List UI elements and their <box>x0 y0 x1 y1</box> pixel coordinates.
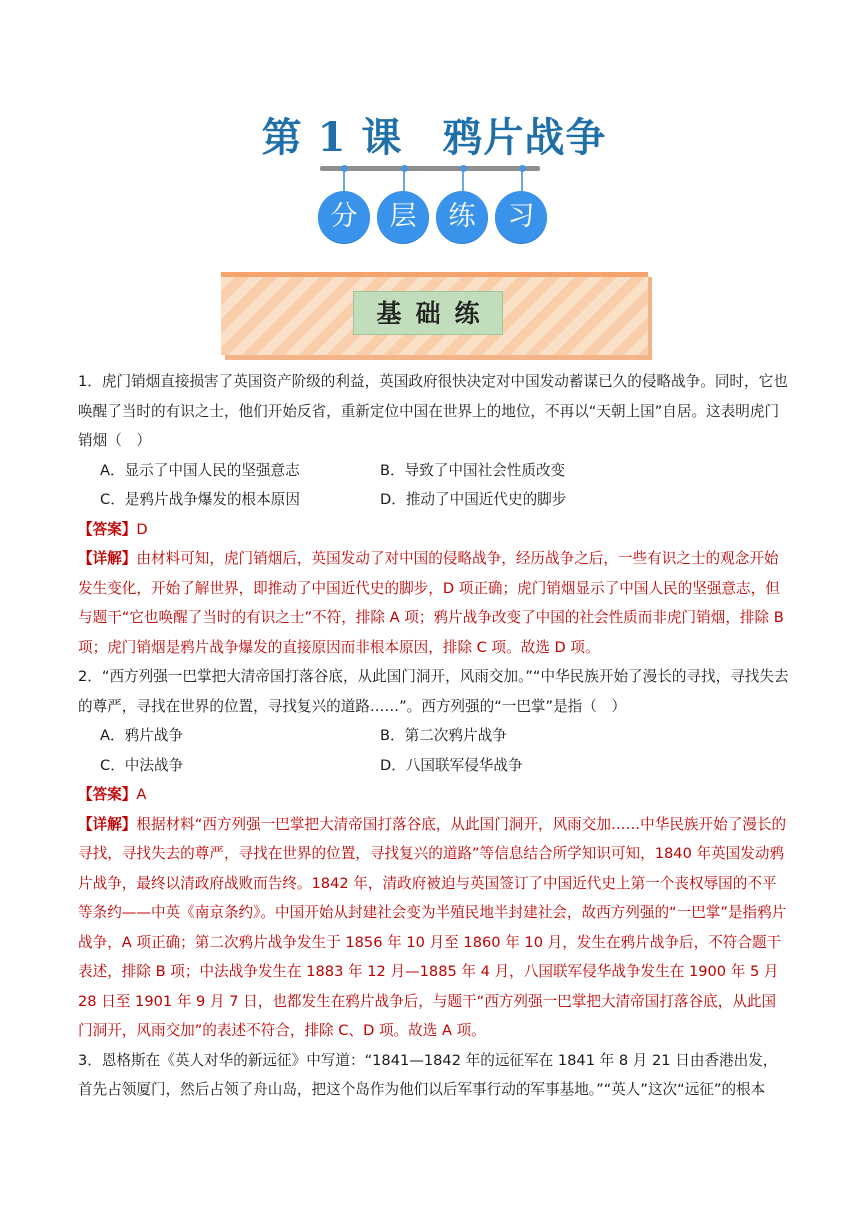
answer-line <box>78 780 790 810</box>
option: B．导致了中国社会性质改变 <box>380 461 566 479</box>
option: A．显示了中国人民的坚强意志 <box>100 461 300 479</box>
lesson-title: 鸦片战争 <box>442 114 607 161</box>
badge-circle: 层 <box>377 191 429 243</box>
badge-dot <box>341 165 348 172</box>
badge-dot <box>460 165 467 172</box>
detail-paragraph <box>78 544 790 662</box>
answer-value: A <box>136 786 147 803</box>
detail-paragraph <box>78 810 790 1046</box>
page-title <box>0 106 868 163</box>
option-list <box>78 456 790 515</box>
detail-text: 由材料可知，虎门销烟后，英国发动了对中国的侵略战争，经历战争之后，一些有识之士的观念开始发生变化，开始了解世界，即推动了中国近代史的脚步，D 项正确；虎门销烟显示了中国人民的坚强意志，但与题干“它也唤醒了当时的有识之士”不符，排除 A 项；鸦片战争改变了中国的社会性质而非虎门销烟，排除 B 项；虎门销烟是鸦片战争爆发的直接原因而非根本原因，排除 C 项。故选 D 项。 <box>78 550 784 656</box>
answer-label: 【答案】 <box>78 786 137 803</box>
option: B．第二次鸦片战争 <box>380 727 507 744</box>
answer-line <box>78 515 790 545</box>
option: D．推动了中国近代史的脚步 <box>380 491 567 508</box>
badge-dot <box>401 165 408 172</box>
badge-circle: 习 <box>495 191 547 243</box>
badge-rail <box>320 166 540 171</box>
detail-text: 根据材料“西方列强一巴掌把大清帝国打落谷底，从此国门洞开，风雨交加……中华民族开始了漫长的寻找，寻找失去的尊严，寻找在世界的位置，寻找复兴的道路”等信息结合所学知识可知，1840 年英国发动鸦片战争，最终以清政府战败而告终。1842 年，清政府被迫与英国签订了中国近代史上第一个丧权辱国的不平等条约——中英《南京条约》。中国开始从封建社会变为半殖民地半封建社会，故西方列强的“一巴掌”是指鸦片战争，A 项正确；第二次鸦片战争发生于 1856 年 10 月至 1860 年 10 月，发生在鸦片战争后，不符合题干表述，排除 B 项；中法战争发生在 1883 年 12 月—1885 年 4 月，八国联军侵华战争发生在 1900 年 5 月 28 日至 1901 年 9 月 7 日，也都发生在鸦片战争后，与题干“西方列强一巴掌把大清帝国打落谷底，从此国门洞开，风雨交加”的表述不符合，排除 C、D 项。故选 A 项。 <box>78 815 787 1039</box>
option: A．鸦片战争 <box>100 727 183 744</box>
detail-label: 【详解】 <box>78 550 137 567</box>
question-list <box>78 367 790 1105</box>
question-stem: 3．恩格斯在《英人对华的新远征》中写道：“1841—1842 年的远征军在 1841 年 8 月 21 日由香港出发，首先占领厦门，然后占领了舟山岛，把这个岛作为他们以后军事行动的军事基地。”“英人”这次“远征”的根本 <box>78 1051 778 1098</box>
section-banner <box>221 272 648 355</box>
answer-label: 【答案】 <box>78 520 137 538</box>
badge-dot <box>519 165 526 172</box>
option: D．八国联军侵华战争 <box>380 756 523 774</box>
answer-value: D <box>136 520 148 538</box>
lesson-number: 第 1 课 <box>261 114 403 161</box>
option: C．是鸦片战争爆发的根本原因 <box>100 491 300 508</box>
badge-circle: 分 <box>318 191 370 243</box>
question-stem: 2．“西方列强一巴掌把大清帝国打落谷底，从此国门洞开，风雨交加。”“中华民族开始了漫长的寻找，寻找失去的尊严，寻找在世界的位置，寻找复兴的道路……”。西方列强的“一巴掌”是指（ ） <box>78 668 789 715</box>
question-stem: 1．虎门销烟直接损害了英国资产阶级的利益，英国政府很快决定对中国发动蓄谋已久的侵略战争。同时，它也唤醒了当时的有识之士，他们开始反省，重新定位中国在世界上的地位，不再以“天朝上国”自居。这表明虎门销烟（ ） <box>78 373 788 449</box>
detail-label: 【详解】 <box>78 815 137 833</box>
option: C．中法战争 <box>100 756 184 774</box>
section-label: 基础练 <box>353 291 503 335</box>
option-list <box>78 721 790 780</box>
badge-circle: 练 <box>436 191 488 243</box>
